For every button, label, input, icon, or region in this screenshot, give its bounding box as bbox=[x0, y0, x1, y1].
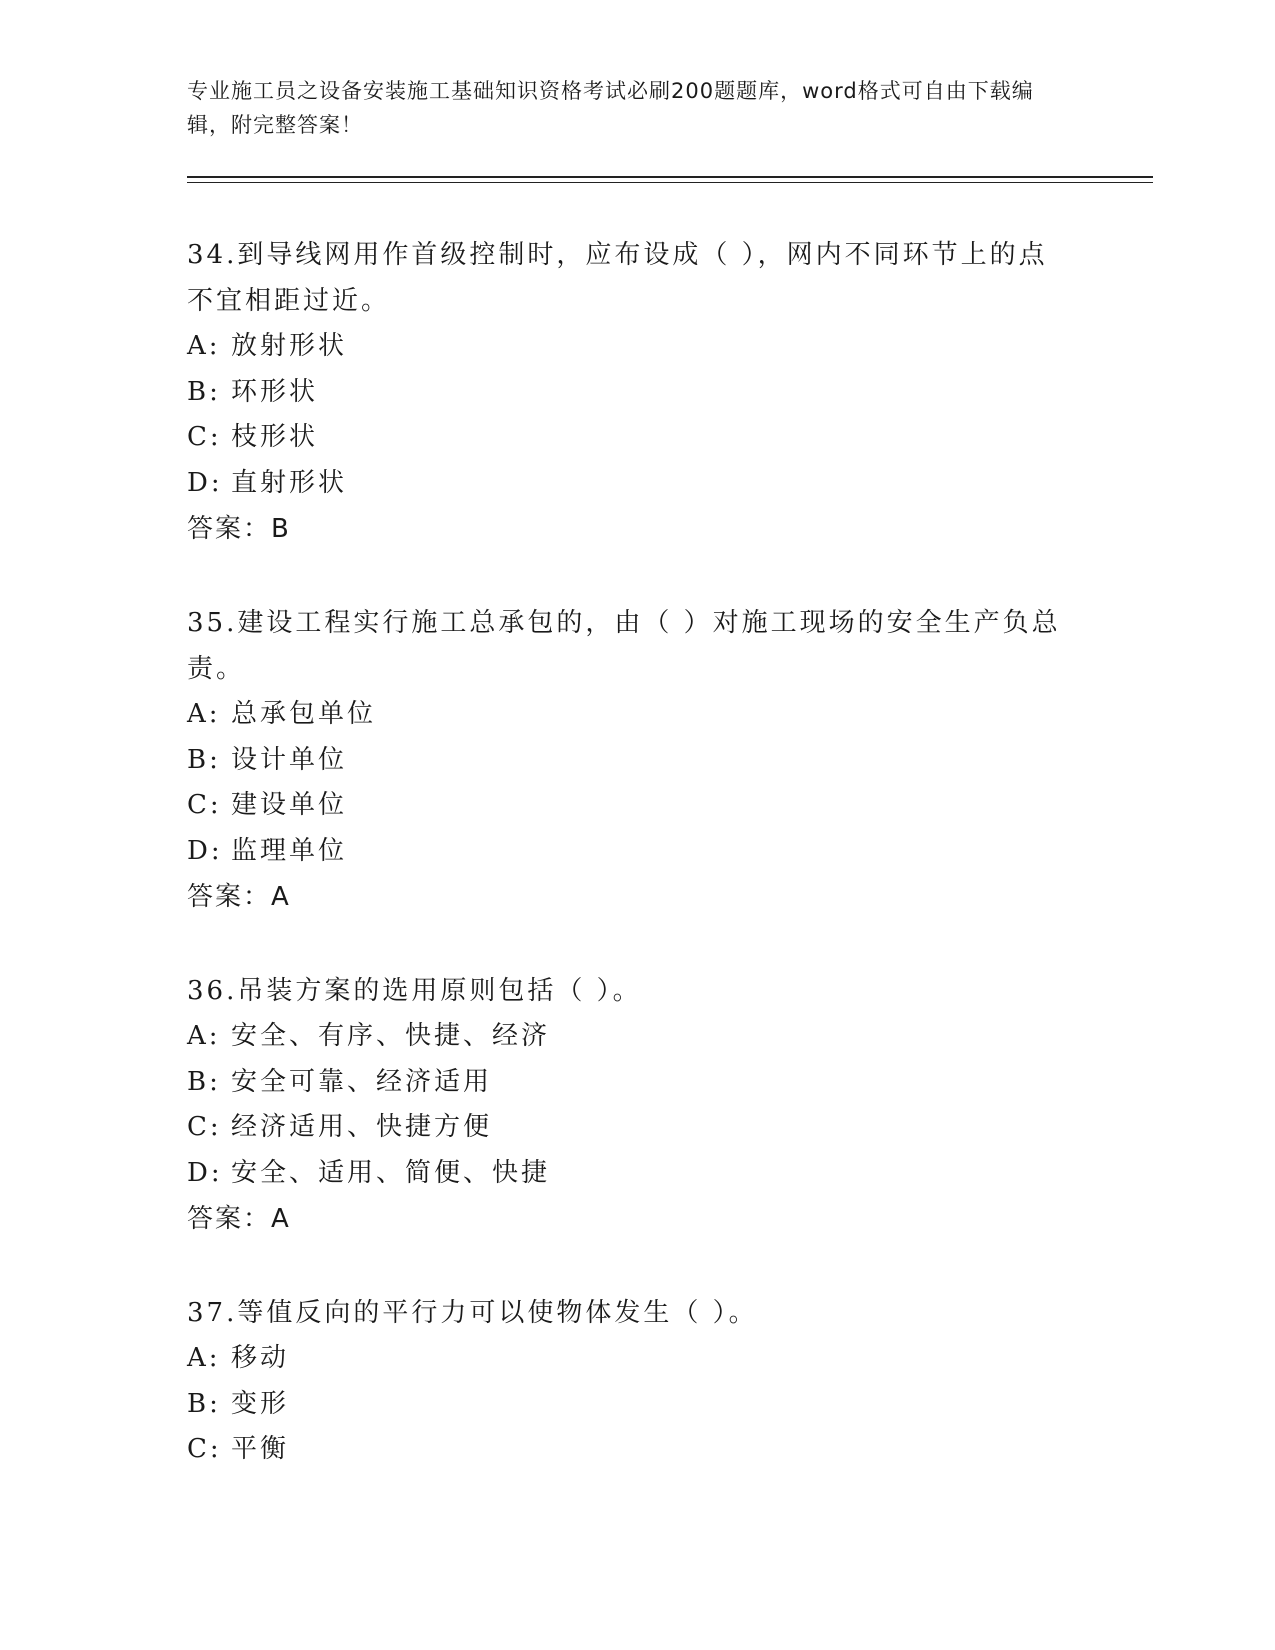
header-divider-thin bbox=[187, 182, 1153, 183]
option-a bbox=[187, 1336, 1067, 1382]
option-text: 监理单位 bbox=[231, 835, 348, 866]
option-letter: C: bbox=[187, 1434, 222, 1464]
option-letter: C: bbox=[187, 1112, 222, 1142]
question-text: 34.到导线网用作首级控制时，应布设成（ ），网内不同环节上的点不宜相距过近。 bbox=[187, 240, 1048, 316]
option-text: 总承包单位 bbox=[231, 699, 377, 729]
option-text: 平衡 bbox=[231, 1434, 290, 1464]
option-text: 经济适用、快捷方便 bbox=[231, 1112, 493, 1142]
option-b bbox=[187, 1060, 1067, 1106]
option-letter: A: bbox=[187, 1343, 221, 1373]
option-text: 设计单位 bbox=[231, 744, 348, 775]
question-34 bbox=[187, 232, 1067, 552]
header-divider-thick bbox=[187, 176, 1153, 178]
option-letter: D: bbox=[187, 1157, 223, 1188]
option-letter: C: bbox=[187, 790, 222, 820]
question-text: 35.建设工程实行施工总承包的，由（ ）对施工现场的安全生产负总责。 bbox=[187, 608, 1061, 684]
option-text: 安全、适用、简便、快捷 bbox=[231, 1157, 551, 1188]
question-text: 37.等值反向的平行力可以使物体发生（ ）。 bbox=[187, 1298, 758, 1328]
option-d bbox=[187, 461, 1067, 507]
option-text: 安全可靠、经济适用 bbox=[231, 1066, 493, 1097]
option-letter: D: bbox=[187, 467, 223, 498]
option-c bbox=[187, 783, 1067, 829]
option-text: 建设单位 bbox=[231, 790, 348, 820]
option-c bbox=[187, 415, 1067, 461]
document-header: 专业施工员之设备安装施工基础知识资格考试必刷200题题库，word格式可自由下载编辑，附完整答案！ bbox=[187, 79, 1034, 137]
answer-line: 答案：A bbox=[187, 882, 291, 912]
option-b bbox=[187, 738, 1067, 784]
option-letter: A: bbox=[187, 1021, 221, 1051]
option-letter: B: bbox=[187, 744, 221, 775]
option-text: 安全、有序、快捷、经济 bbox=[231, 1021, 551, 1051]
option-c bbox=[187, 1105, 1067, 1151]
option-text: 移动 bbox=[231, 1343, 290, 1373]
option-text: 直射形状 bbox=[231, 467, 348, 498]
answer-line: 答案：A bbox=[187, 1204, 291, 1234]
option-c bbox=[187, 1427, 1067, 1473]
question-37 bbox=[187, 1290, 1067, 1473]
option-text: 放射形状 bbox=[231, 331, 348, 361]
option-letter: B: bbox=[187, 1066, 221, 1097]
answer-line: 答案：B bbox=[187, 514, 291, 544]
option-letter: C: bbox=[187, 422, 222, 452]
option-d bbox=[187, 1151, 1067, 1197]
option-text: 环形状 bbox=[231, 376, 319, 407]
option-b bbox=[187, 370, 1067, 416]
option-letter: A: bbox=[187, 699, 221, 729]
option-letter: D: bbox=[187, 835, 223, 866]
option-letter: B: bbox=[187, 1388, 221, 1419]
question-36 bbox=[187, 968, 1067, 1242]
option-a bbox=[187, 692, 1067, 738]
option-a bbox=[187, 1014, 1067, 1060]
question-35 bbox=[187, 600, 1067, 920]
option-letter: B: bbox=[187, 376, 221, 407]
option-a bbox=[187, 324, 1067, 370]
option-text: 变形 bbox=[231, 1388, 290, 1419]
option-letter: A: bbox=[187, 331, 221, 361]
question-text: 36.吊装方案的选用原则包括（ ）。 bbox=[187, 976, 642, 1006]
question-list bbox=[187, 232, 1067, 1521]
option-d bbox=[187, 829, 1067, 875]
option-text: 枝形状 bbox=[231, 422, 319, 452]
option-b bbox=[187, 1382, 1067, 1428]
